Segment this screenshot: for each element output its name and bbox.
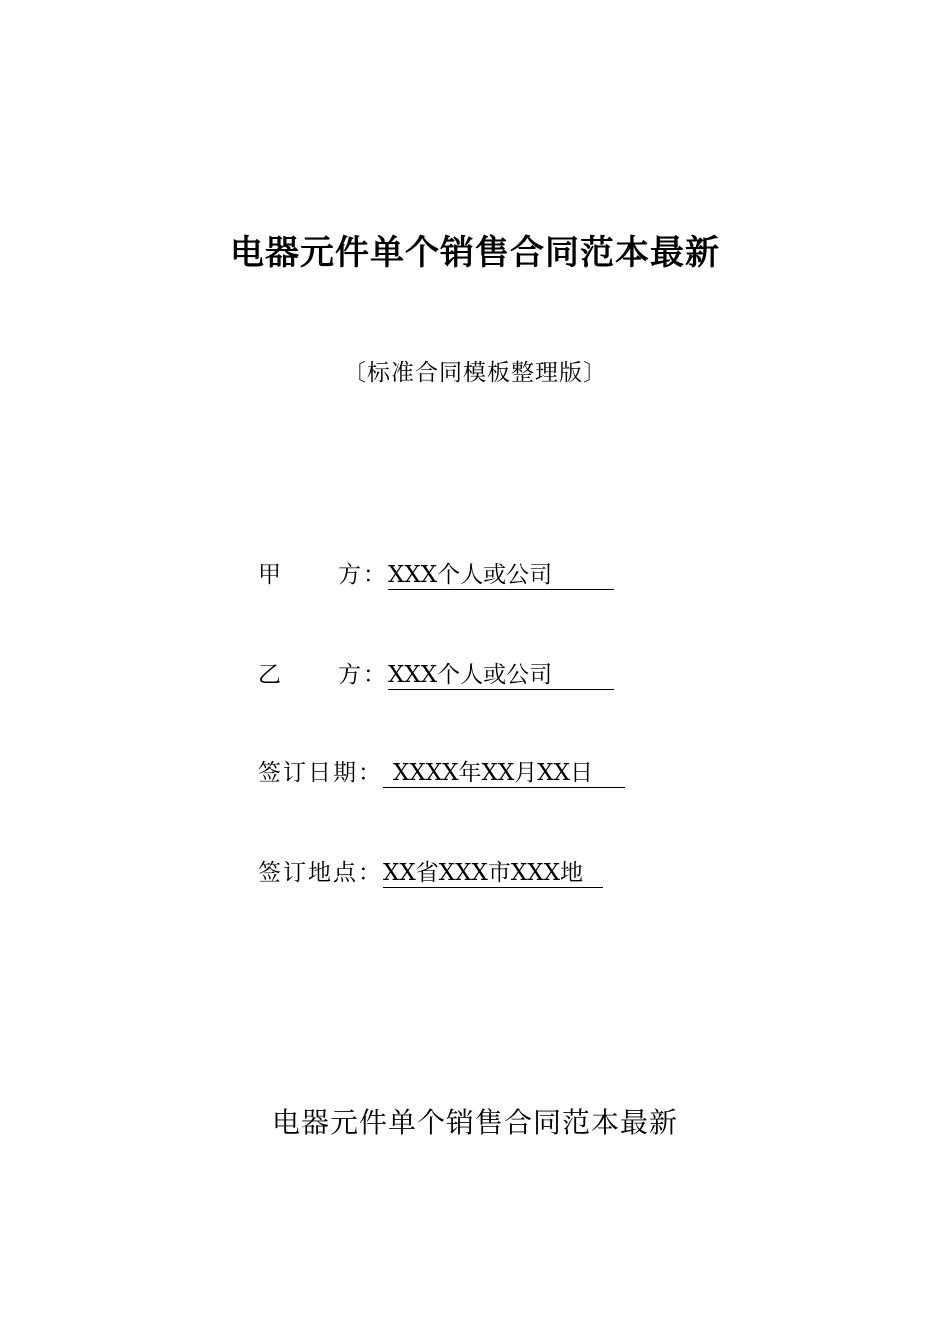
party-b-label-suffix: 方： xyxy=(338,662,388,688)
signing-place-value: XX省XXX市XXX地 xyxy=(383,859,603,888)
party-a-label-char: 甲 xyxy=(258,562,283,588)
party-b-value: XXX个人或公司 xyxy=(388,661,614,690)
party-a-label-suffix: 方： xyxy=(338,562,388,588)
signing-date-field xyxy=(258,756,625,790)
party-a-value: XXX个人或公司 xyxy=(388,561,614,590)
document-subtitle: 〔标准合同模板整理版〕 xyxy=(343,360,607,386)
footer-title: 电器元件单个销售合同范本最新 xyxy=(271,1106,678,1139)
signing-place-label: 签订地点： xyxy=(258,860,383,886)
document-title: 电器元件单个销售合同范本最新 xyxy=(230,233,720,273)
party-b-field xyxy=(258,658,614,692)
party-b-label-char: 乙 xyxy=(258,662,283,688)
signing-place-field xyxy=(258,856,603,890)
party-a-label xyxy=(258,558,388,592)
signing-date-label: 签订日期： xyxy=(258,760,383,786)
party-a-field xyxy=(258,558,614,592)
party-b-label xyxy=(258,658,388,692)
signing-date-value: XXXX年XX月XX日 xyxy=(383,759,625,788)
